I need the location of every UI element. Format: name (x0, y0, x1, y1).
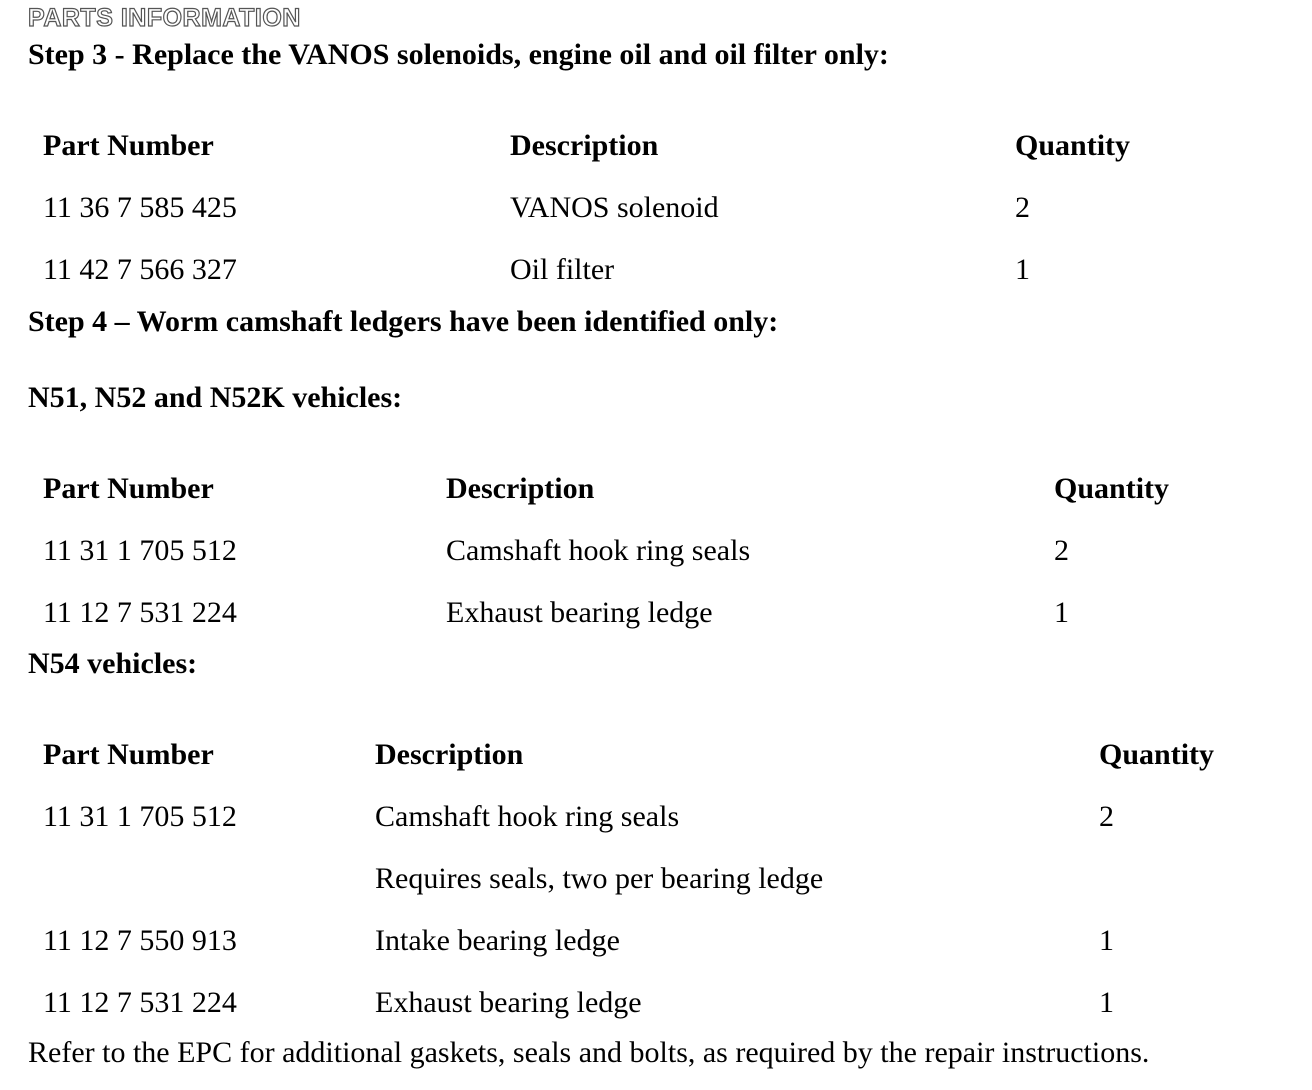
quantity: 2 (1015, 191, 1030, 224)
description: Intake bearing ledge (375, 924, 620, 957)
quantity: 1 (1099, 924, 1114, 957)
description: Exhaust bearing ledge (375, 986, 642, 1019)
n51-n52-heading: N51, N52 and N52K vehicles: (28, 381, 403, 414)
table-header-quantity: Quantity (1054, 472, 1170, 505)
step3-heading: Step 3 - Replace the VANOS solenoids, engine oil and oil filter only: (28, 38, 889, 71)
description: Camshaft hook ring seals (446, 534, 751, 567)
part-number: 11 12 7 531 224 (43, 596, 237, 629)
table-header-quantity: Quantity (1099, 738, 1215, 771)
table-header-part-number: Part Number (43, 472, 214, 505)
footer-note: Refer to the EPC for additional gaskets, seals and bolts, as required by the repair instructions. (28, 1036, 1150, 1069)
description: VANOS solenoid (510, 191, 719, 224)
quantity: 1 (1054, 596, 1069, 629)
part-number: 11 31 1 705 512 (43, 534, 237, 567)
part-number: 11 36 7 585 425 (43, 191, 237, 224)
table-header-description: Description (446, 472, 595, 505)
table-header-part-number: Part Number (43, 738, 214, 771)
part-number: 11 12 7 550 913 (43, 924, 237, 957)
description: Oil filter (510, 253, 615, 286)
table-header-quantity: Quantity (1015, 129, 1131, 162)
table-header-description: Description (375, 738, 524, 771)
description-note: Requires seals, two per bearing ledge (375, 862, 824, 895)
step4-heading: Step 4 – Worm camshaft ledgers have been identified only: (28, 305, 779, 338)
quantity: 1 (1015, 253, 1030, 286)
quantity: 1 (1099, 986, 1114, 1019)
table-header-description: Description (510, 129, 659, 162)
quantity: 2 (1054, 534, 1069, 567)
part-number: 11 31 1 705 512 (43, 800, 237, 833)
part-number: 11 12 7 531 224 (43, 986, 237, 1019)
part-number: 11 42 7 566 327 (43, 253, 237, 286)
section-header: PARTS INFORMATION (28, 4, 301, 32)
quantity: 2 (1099, 800, 1114, 833)
description: Exhaust bearing ledge (446, 596, 713, 629)
n54-heading: N54 vehicles: (28, 647, 198, 680)
description: Camshaft hook ring seals (375, 800, 680, 833)
table-header-part-number: Part Number (43, 129, 214, 162)
